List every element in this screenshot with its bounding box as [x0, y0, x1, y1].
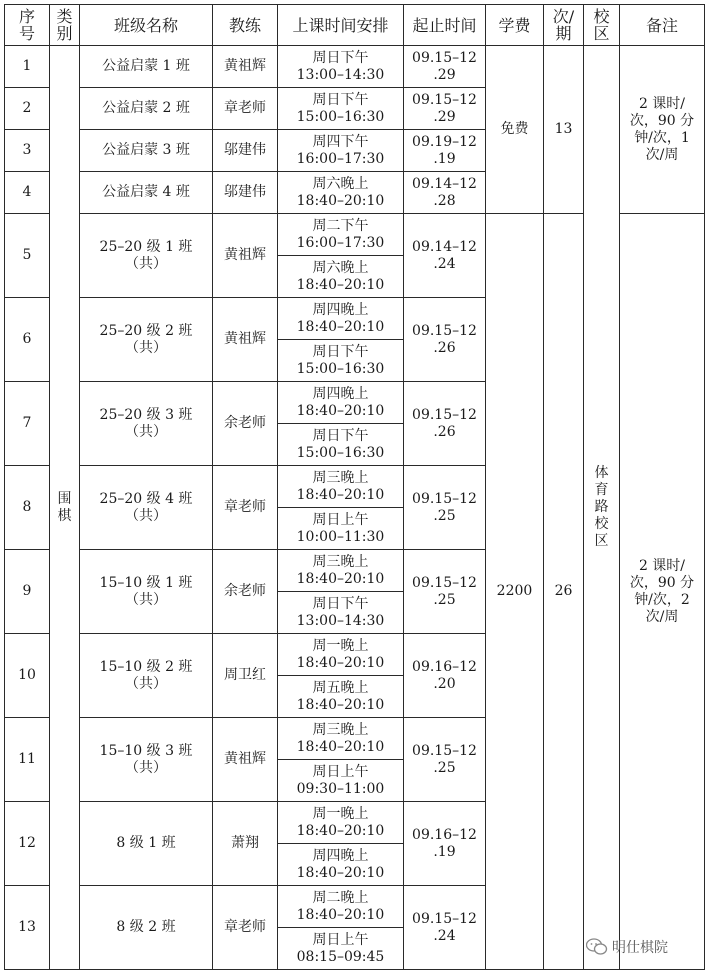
coach-name: 章老师: [213, 88, 278, 130]
header-sessions: 次/ 期: [544, 5, 584, 46]
watermark-text: 明仕棋院: [612, 940, 668, 956]
schedule-slot: 周日上午 08:15–09:45: [278, 928, 404, 970]
header-dates: 起止时间: [404, 5, 486, 46]
date-range: 09.15–12 .25: [404, 718, 486, 802]
notes-cell: 2 课时/ 次，90 分 钟/次，1 次/周: [620, 46, 705, 214]
coach-name: 邬建伟: [213, 172, 278, 214]
notes-cell: 2 课时/ 次，90 分 钟/次，2 次/周: [620, 214, 705, 970]
class-name: 15–10 级 2 班 （共）: [80, 634, 213, 718]
sessions-cell: 13: [544, 46, 584, 214]
row-number: 12: [5, 802, 50, 886]
row-number: 2: [5, 88, 50, 130]
row-number: 7: [5, 382, 50, 466]
header-campus: 校 区: [584, 5, 620, 46]
coach-name: 章老师: [213, 466, 278, 550]
schedule-slot: 周六晚上 18:40–20:10: [278, 172, 404, 214]
schedule-slot: 周二晚上 18:40–20:10: [278, 886, 404, 928]
schedule-slot: 周四晚上 18:40–20:10: [278, 844, 404, 886]
header-class-name: 班级名称: [80, 5, 213, 46]
date-range: 09.14–12 .24: [404, 214, 486, 298]
class-name: 15–10 级 1 班 （共）: [80, 550, 213, 634]
coach-name: 周卫红: [213, 634, 278, 718]
table-body: [5, 46, 705, 970]
sessions-cell: 26: [544, 214, 584, 970]
campus-cell: 体 育 路 校 区: [584, 46, 620, 970]
row-number: 3: [5, 130, 50, 172]
schedule-slot: 周二下午 16:00–17:30: [278, 214, 404, 256]
class-name: 25–20 级 2 班 （共）: [80, 298, 213, 382]
date-range: 09.15–12 .25: [404, 466, 486, 550]
schedule-slot: 周日下午 13:00–14:30: [278, 592, 404, 634]
coach-name: 萧翔: [213, 802, 278, 886]
schedule-slot: 周四晚上 18:40–20:10: [278, 298, 404, 340]
class-schedule-table: [4, 4, 705, 970]
category-cell: 围 棋: [50, 46, 80, 970]
row-number: 1: [5, 46, 50, 88]
schedule-slot: 周三晚上 18:40–20:10: [278, 466, 404, 508]
schedule-slot: 周一晚上 18:40–20:10: [278, 634, 404, 676]
class-name: 8 级 2 班: [80, 886, 213, 970]
schedule-slot: 周日下午 15:00–16:30: [278, 88, 404, 130]
class-name: 公益启蒙 3 班: [80, 130, 213, 172]
class-name: 25–20 级 1 班 （共）: [80, 214, 213, 298]
table-row: [5, 46, 705, 88]
coach-name: 黄祖辉: [213, 718, 278, 802]
date-range: 09.15–12 .26: [404, 298, 486, 382]
date-range: 09.14–12 .28: [404, 172, 486, 214]
coach-name: 黄祖辉: [213, 46, 278, 88]
row-number: 4: [5, 172, 50, 214]
row-number: 11: [5, 718, 50, 802]
header-schedule: 上课时间安排: [278, 5, 404, 46]
date-range: 09.16–12 .19: [404, 802, 486, 886]
date-range: 09.16–12 .20: [404, 634, 486, 718]
header-fee: 学费: [486, 5, 544, 46]
schedule-slot: 周日下午 15:00–16:30: [278, 340, 404, 382]
row-number: 9: [5, 550, 50, 634]
schedule-slot: 周日下午 13:00–14:30: [278, 46, 404, 88]
class-name: 公益启蒙 1 班: [80, 46, 213, 88]
row-number: 8: [5, 466, 50, 550]
coach-name: 黄祖辉: [213, 298, 278, 382]
header-row: [5, 5, 705, 46]
date-range: 09.15–12 .25: [404, 550, 486, 634]
class-name: 25–20 级 3 班 （共）: [80, 382, 213, 466]
wechat-icon: [586, 938, 608, 956]
class-name: 15–10 级 3 班 （共）: [80, 718, 213, 802]
coach-name: 邬建伟: [213, 130, 278, 172]
wechat-watermark: [586, 937, 668, 957]
schedule-slot: 周日下午 15:00–16:30: [278, 424, 404, 466]
date-range: 09.15–12 .29: [404, 46, 486, 88]
schedule-slot: 周六晚上 18:40–20:10: [278, 256, 404, 298]
schedule-slot: 周五晚上 18:40–20:10: [278, 676, 404, 718]
header-coach: 教练: [213, 5, 278, 46]
schedule-slot: 周四晚上 18:40–20:10: [278, 382, 404, 424]
row-number: 10: [5, 634, 50, 718]
fee-cell: 2200: [486, 214, 544, 970]
row-number: 5: [5, 214, 50, 298]
class-name: 25–20 级 4 班 （共）: [80, 466, 213, 550]
date-range: 09.19–12 .19: [404, 130, 486, 172]
date-range: 09.15–12 .29: [404, 88, 486, 130]
schedule-slot: 周日上午 10:00–11:30: [278, 508, 404, 550]
header-notes: 备注: [620, 5, 705, 46]
schedule-slot: 周四下午 16:00–17:30: [278, 130, 404, 172]
date-range: 09.15–12 .24: [404, 886, 486, 970]
header-category: 类 别: [50, 5, 80, 46]
schedule-slot: 周三晚上 18:40–20:10: [278, 718, 404, 760]
row-number: 13: [5, 886, 50, 970]
schedule-slot: 周一晚上 18:40–20:10: [278, 802, 404, 844]
class-name: 8 级 1 班: [80, 802, 213, 886]
class-name: 公益启蒙 2 班: [80, 88, 213, 130]
fee-cell: 免费: [486, 46, 544, 214]
coach-name: 余老师: [213, 550, 278, 634]
date-range: 09.15–12 .26: [404, 382, 486, 466]
schedule-slot: 周日上午 09:30–11:00: [278, 760, 404, 802]
coach-name: 余老师: [213, 382, 278, 466]
header-no: 序 号: [5, 5, 50, 46]
schedule-slot: 周三晚上 18:40–20:10: [278, 550, 404, 592]
class-name: 公益启蒙 4 班: [80, 172, 213, 214]
coach-name: 章老师: [213, 886, 278, 970]
coach-name: 黄祖辉: [213, 214, 278, 298]
row-number: 6: [5, 298, 50, 382]
